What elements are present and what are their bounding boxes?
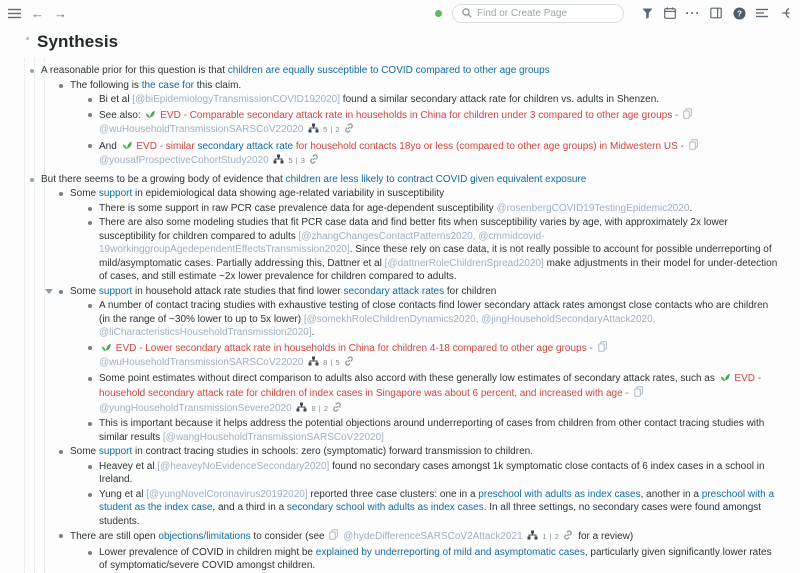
text-span: And (99, 140, 120, 152)
sprout-icon (101, 342, 111, 357)
text-span: , and a third in a (212, 502, 287, 513)
text-span: to consider (see (250, 531, 328, 542)
page-link[interactable]: preschool with adults as index cases (478, 488, 641, 500)
text-span: this claim. (193, 79, 242, 91)
text-span: , another in a (640, 488, 702, 500)
text-span: Heavey et al (99, 460, 158, 472)
text-span: But there seems to be a growing body of evidence that (41, 173, 286, 185)
clipboard-icon[interactable] (683, 108, 692, 124)
sprout-icon (720, 372, 730, 387)
block-bullet[interactable] (88, 346, 92, 350)
outline-block (0, 299, 800, 340)
sprout-icon (122, 140, 132, 155)
search-icon (462, 8, 472, 18)
citation-link[interactable]: [@somekhRoleChildrenDynamics2020, @jingHouseholdSecondaryAttack2020, @liCharacteristicsHouseholdTransmission2020] (99, 313, 656, 338)
block-bullet[interactable] (88, 144, 92, 148)
link-icon[interactable] (344, 123, 354, 138)
text-span: See also: (99, 109, 144, 121)
citation-link[interactable]: @yungHouseholdTransmissionSevere2020 (99, 402, 295, 414)
page-link[interactable]: objections/limitations (158, 531, 251, 542)
text-span: This is important because it helps address the potential objections around underreporting of cases from children from other contact tracing studies with similar results (99, 418, 765, 443)
outline-block (0, 285, 800, 299)
block-bullet[interactable] (30, 178, 34, 182)
text-span: The following is (70, 79, 142, 91)
more-options-icon[interactable]: ··· (685, 5, 701, 20)
link-icon[interactable] (309, 154, 319, 169)
nav-forward-icon[interactable]: → (54, 5, 67, 21)
sitemap-icon[interactable] (308, 123, 319, 138)
text-span: , particularly given significantly lower rates of symptomatic/severe COVID amongst children. (99, 546, 772, 571)
search-box[interactable] (452, 4, 624, 23)
block-bullet[interactable] (88, 304, 92, 308)
evidence-link[interactable]: EVD - similar (133, 140, 198, 152)
open-sidebar-icon[interactable] (709, 6, 723, 20)
text-span: Lower prevalence of COVID in children might be (99, 546, 316, 558)
sitemap-icon[interactable] (527, 530, 538, 545)
page-link[interactable]: secondary attack rates (343, 285, 445, 297)
clipboard-icon[interactable] (329, 529, 338, 545)
text-span: found no secondary cases amongst 1k symptomatic close contacts of 6 index cases in a school in Ireland. (99, 460, 765, 485)
block-bullet[interactable] (30, 69, 34, 73)
outline-block (0, 139, 800, 169)
evidence-link[interactable]: EVD - household secondary attack rate for children of index cases in Singapore was about 6 percent, and increased with age - (99, 372, 762, 399)
sprout-icon (145, 109, 155, 124)
text-span: There is some support in raw PCR case prevalence data for age-dependent susceptibility (99, 202, 497, 214)
text-span: There are still open (70, 531, 159, 542)
clipboard-icon[interactable] (689, 139, 698, 155)
collapse-caret-icon[interactable] (45, 289, 53, 294)
page-link[interactable]: support (98, 446, 133, 457)
outline-block (0, 93, 800, 107)
ref-count: 5 | 2 (323, 125, 341, 134)
text-span: reported three case clusters: one in a (307, 488, 479, 500)
page-title[interactable]: Synthesis (37, 32, 119, 51)
text-span: . Since these rely on case data, it is not really possible to account for possible underreporting of mild/asymptomatic cases. Partially addressing this, Dattner et al (99, 244, 772, 269)
clipboard-icon[interactable] (634, 386, 643, 402)
sitemap-icon[interactable] (273, 154, 284, 169)
block-bullet[interactable] (59, 290, 63, 294)
text-span: make adjustments in their model for under-detection of cases, and still estimate ~2x lower prevalence for children compared to adults. (99, 257, 778, 282)
block-bullet[interactable] (88, 221, 92, 225)
text-span: . (689, 202, 693, 214)
outline-block (0, 445, 800, 459)
citation-link[interactable]: @yousafProspectiveCohortStudy2020 (99, 155, 272, 166)
clipboard-icon[interactable] (598, 341, 607, 357)
outline-block (0, 417, 800, 444)
calendar-icon[interactable] (663, 6, 677, 20)
text-lines-icon[interactable] (755, 6, 769, 20)
block-bullet[interactable] (88, 493, 92, 497)
text-span: . In all three settings, no secondary cases were found amongst students. (99, 502, 762, 527)
citation-link[interactable]: [@biEpidemiologyTransmissionCOVID192020] (132, 94, 341, 105)
text-span: Some (70, 188, 99, 199)
ref-count: 8 | 5 (323, 358, 341, 367)
outline-block (0, 173, 800, 187)
block-bullet[interactable] (88, 98, 92, 102)
text-span: Some point estimates without direct comparison to adults also accord with these generally low estimates of secondary attack rates, such as (99, 372, 718, 384)
ref-count: 5 | 3 (288, 156, 306, 165)
link-icon[interactable] (344, 356, 354, 371)
ref-count: 1 | 2 (542, 532, 560, 541)
text-span: There are also some modeling studies that fit PCR case data and find better fits when susceptibility varies by age, with approximately 2x lower susceptibility for children compared to adults (99, 217, 728, 242)
top-toolbar (0, 0, 800, 24)
search-input[interactable] (477, 8, 614, 19)
citation-link[interactable]: @hydeDifferenceSARSCoV2Attack2021 (340, 531, 526, 542)
page-header (26, 32, 800, 52)
outline-block (0, 216, 800, 284)
ref-count: 8 | 2 (311, 403, 329, 413)
help-icon[interactable] (732, 6, 746, 20)
nav-back-icon[interactable]: ← (31, 5, 44, 21)
citation-link[interactable]: [@yungNovelCoronavirus20192020] (146, 488, 308, 500)
block-bullet[interactable] (88, 422, 92, 426)
text-span: found a similar secondary attack rate for children vs. adults in Shenzen. (340, 94, 660, 105)
outline (0, 58, 800, 573)
text-span: for children (444, 285, 497, 297)
outline-block (0, 546, 800, 573)
text-span: in epidemiological data showing age-related variability in susceptibility (132, 188, 445, 199)
citation-link[interactable]: @rosenbergCOVID19TestingEpidemic2020 (496, 202, 690, 214)
page-link[interactable]: secondary attack rate (197, 140, 294, 152)
block-bullet[interactable] (59, 192, 63, 196)
outline-block (0, 202, 800, 216)
filter-icon[interactable] (640, 6, 654, 20)
block-bullet[interactable] (88, 113, 92, 117)
block-bullet[interactable] (88, 377, 92, 381)
citation-link[interactable]: [@wangHouseholdTransmissionSARSCoV22020] (162, 431, 384, 443)
right-sidebar-toggle-icon[interactable] (778, 6, 792, 20)
hamburger-menu-icon[interactable] (8, 5, 21, 21)
evidence-link[interactable]: EVD - Comparable secondary attack rate in households in China for children under 3 compared to other age groups - (157, 109, 682, 121)
outline-block (0, 372, 800, 417)
page-link[interactable]: the case for (141, 79, 194, 91)
outline-block (0, 64, 800, 78)
page-link[interactable]: preschool with a student as the index case (99, 488, 775, 513)
sitemap-icon[interactable] (296, 402, 307, 417)
text-span: Some (70, 446, 99, 457)
citation-link[interactable]: [@zhangChangesContactPatterns2020, @cmmidcovid-19workinggroupAgedependentEffectsTransmission2020] (99, 230, 545, 255)
page-link[interactable]: children are less likely to contract COVID given equivalent exposure (285, 173, 587, 185)
citation-link[interactable]: @wuHouseholdTransmissionSARSCoV22020 (99, 357, 307, 368)
outline-block (0, 341, 800, 371)
title-bullet (26, 37, 29, 40)
block-bullet[interactable] (59, 534, 63, 538)
text-span: in household attack rate studies that find lower (132, 285, 344, 297)
text-span: Some (70, 285, 99, 297)
text-span: A number of contact tracing studies with exhaustive testing of close contacts find lower secondary attack rates amongst close contacts who are children (in the range of ~30% lower to up to 5x lower) (99, 300, 769, 325)
outline-block (0, 460, 800, 487)
svg-text:?: ? (736, 8, 742, 18)
page-link[interactable]: support (98, 188, 133, 199)
text-span: Bi et al (99, 94, 133, 105)
citation-link[interactable]: [@heaveyNoEvidenceSecondary2020] (157, 460, 330, 472)
outline-block (0, 488, 800, 529)
text-span: in contract tracing studies in schools: zero (symptomatic) forward transmission to children. (132, 446, 533, 457)
text-span: . (311, 327, 315, 338)
block-bullet[interactable] (59, 84, 63, 88)
link-icon[interactable] (563, 530, 573, 545)
text-span: Yung et al (99, 488, 147, 500)
text-span: for a review) (575, 531, 634, 542)
page-link[interactable]: explained by underreporting of mild and asymptomatic cases (315, 546, 585, 558)
page-link[interactable]: children are equally susceptible to COVID compared to other age groups (227, 65, 550, 76)
block-bullet[interactable] (88, 207, 92, 211)
block-bullet[interactable] (59, 450, 63, 454)
page-link[interactable]: support (98, 285, 133, 297)
sync-status-dot (435, 10, 442, 17)
block-bullet[interactable] (88, 465, 92, 469)
outline-block (0, 79, 800, 93)
block-bullet[interactable] (88, 551, 92, 555)
evidence-link[interactable]: EVD - Lower secondary attack rate in households in China for children 4-18 compared to other age groups - (113, 342, 596, 354)
link-icon[interactable] (332, 402, 342, 417)
evidence-link[interactable]: for household contacts 18yo or less (compared to other age groups) in Midwestern US - (293, 140, 687, 152)
citation-link[interactable]: [@dattnerRoleChildrenSpread2020] (384, 257, 544, 269)
text-span: A reasonable prior for this question is that (41, 65, 228, 76)
outline-block (0, 187, 800, 201)
outline-block (0, 529, 800, 545)
sitemap-icon[interactable] (308, 356, 319, 371)
outline-block (0, 108, 800, 138)
page-link[interactable]: secondary school with adults as index cases (286, 502, 484, 513)
citation-link[interactable]: @wuHouseholdTransmissionSARSCoV22020 (99, 124, 307, 135)
